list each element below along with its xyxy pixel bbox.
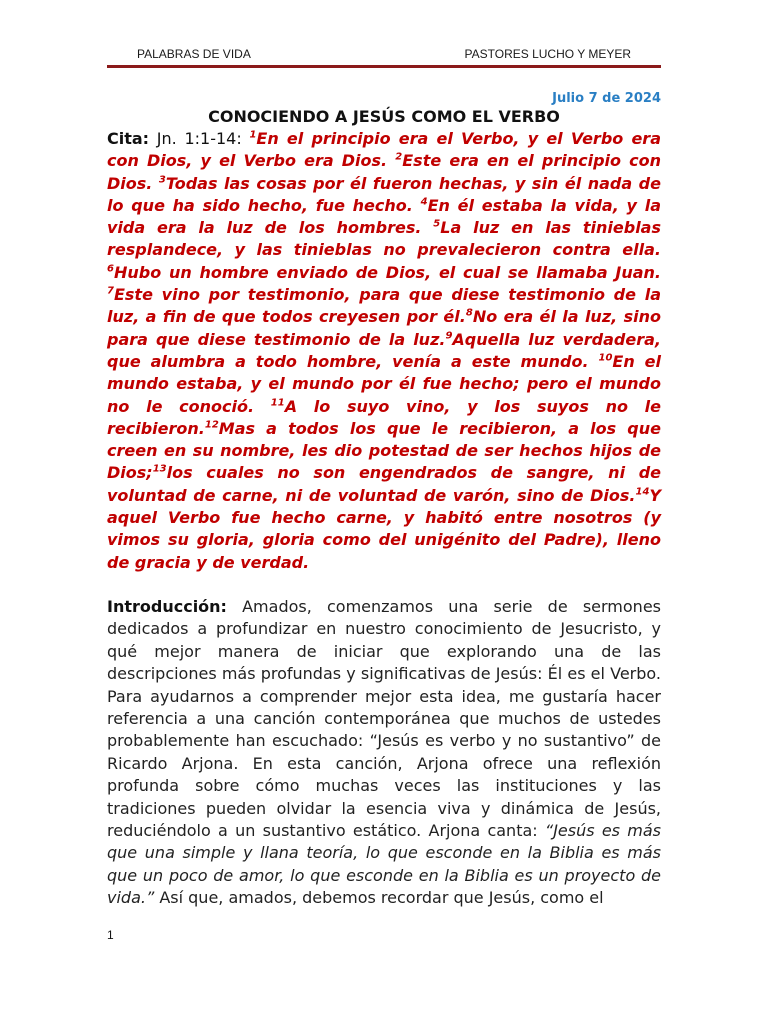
verse-number: 10 xyxy=(598,352,613,364)
verse: Mas a todos los que le recibieron, a los que creen en su nombre, les dio potestad de ser hechos hijos de Dios; xyxy=(107,418,661,483)
verse: los cuales no son engendrados de sangre, ni de voluntad de carne, ni de voluntad de varón, sino de Dios. xyxy=(107,463,661,505)
verse-number: 11 xyxy=(270,397,285,409)
verse: A lo suyo vino, y los suyos no le recibieron. xyxy=(107,396,662,438)
verse-number: 4 xyxy=(420,196,428,208)
header-rule xyxy=(107,65,661,68)
verse: Y aquel Verbo fue hecho carne, y habitó entre nosotros (y vimos su gloria, gloria como del unigénito del Padre), lleno de gracia y de verdad. xyxy=(107,485,661,572)
verse: Aquella luz verdadera, que alumbra a todo hombre, venía a este mundo. xyxy=(107,329,661,371)
verse: Todas las cosas por él fueron hechas, y sin él nada de lo que ha sido hecho, fue hecho. xyxy=(107,173,661,215)
verse: Este vino por testimonio, para que diese testimonio de la luz, a fin de que todos creyesen por él. xyxy=(107,285,661,327)
verse: Hubo un hombre enviado de Dios, el cual se llamaba Juan. xyxy=(113,262,661,282)
verse: Este era en el principio con Dios. xyxy=(107,151,662,193)
cita-label: Cita: xyxy=(107,129,150,148)
verse-number: 6 xyxy=(107,263,114,275)
verse-number: 2 xyxy=(395,151,403,163)
intro-text-1: Amados, comenzamos una serie de sermones dedicados a profundizar en nuestro conocimiento de Jesucristo, y qué mejor manera de iniciar que explorando una de las descripciones más profundas y significativas de Jesús: Él es el Verbo. Para ayudarnos a comprender mejor esta idea, me gustaría hacer referencia a una canción contemporánea que muchos de ustedes probablemente han escuchado: “Jesús es verbo y no sustantivo” de Ricardo Arjona. En esta canción, Arjona ofrece una reflexión profunda sobre cómo muchas veces las instituciones y las tradiciones pueden olvidar la esencia viva y dinámica de Jesús, reduciéndolo a un sustantivo estático. Arjona canta: xyxy=(107,596,661,840)
page-header xyxy=(107,45,661,65)
intro-quote: “Jesús es más que una simple y llana teoría, lo que esconde en la Biblia es más que un poco de amor, lo que esconde en la Biblia es un proyecto de vida.” xyxy=(107,821,661,908)
verse: No era él la luz, sino para que diese testimonio de la luz. xyxy=(107,307,662,349)
scripture-citation xyxy=(107,128,661,574)
sermon-title: CONOCIENDO A JESÚS COMO EL VERBO xyxy=(208,107,560,126)
date-label: Julio 7 de 2024 xyxy=(552,91,661,106)
verse-number: 12 xyxy=(204,419,219,431)
verse-number: 5 xyxy=(433,218,441,230)
page-number: 1 xyxy=(107,928,114,942)
introduction-paragraph xyxy=(107,596,661,910)
verse: En él estaba la vida, y la vida era la luz de los hombres. xyxy=(107,195,661,238)
header-left-text: PALABRAS DE VIDA xyxy=(137,47,251,61)
intro-text-2: Así que, amados, debemos recordar que Jesús, como el xyxy=(154,888,604,908)
verse-number: 9 xyxy=(445,330,453,342)
verse-number: 8 xyxy=(465,308,473,320)
verse-number: 1 xyxy=(249,129,257,141)
document-body xyxy=(107,106,661,910)
intro-label: Introducción: xyxy=(107,596,227,616)
verse-number: 13 xyxy=(152,464,167,476)
cita-reference: Jn. 1:1-14: xyxy=(149,129,250,148)
verse: En el mundo estaba, y el mundo por él fue hecho; pero el mundo no le conoció. xyxy=(107,351,662,416)
verse-number: 7 xyxy=(107,285,114,297)
verse: En el principio era el Verbo, y el Verbo era con Dios, y el Verbo era Dios. xyxy=(107,129,661,171)
verse-number: 14 xyxy=(635,486,650,498)
verse-number: 3 xyxy=(158,174,166,186)
header-right-text: PASTORES LUCHO Y MEYER xyxy=(464,47,631,61)
verse-text xyxy=(107,129,661,572)
verse: La luz en las tinieblas resplandece, y las tinieblas no prevalecieron contra ella. xyxy=(107,218,661,260)
